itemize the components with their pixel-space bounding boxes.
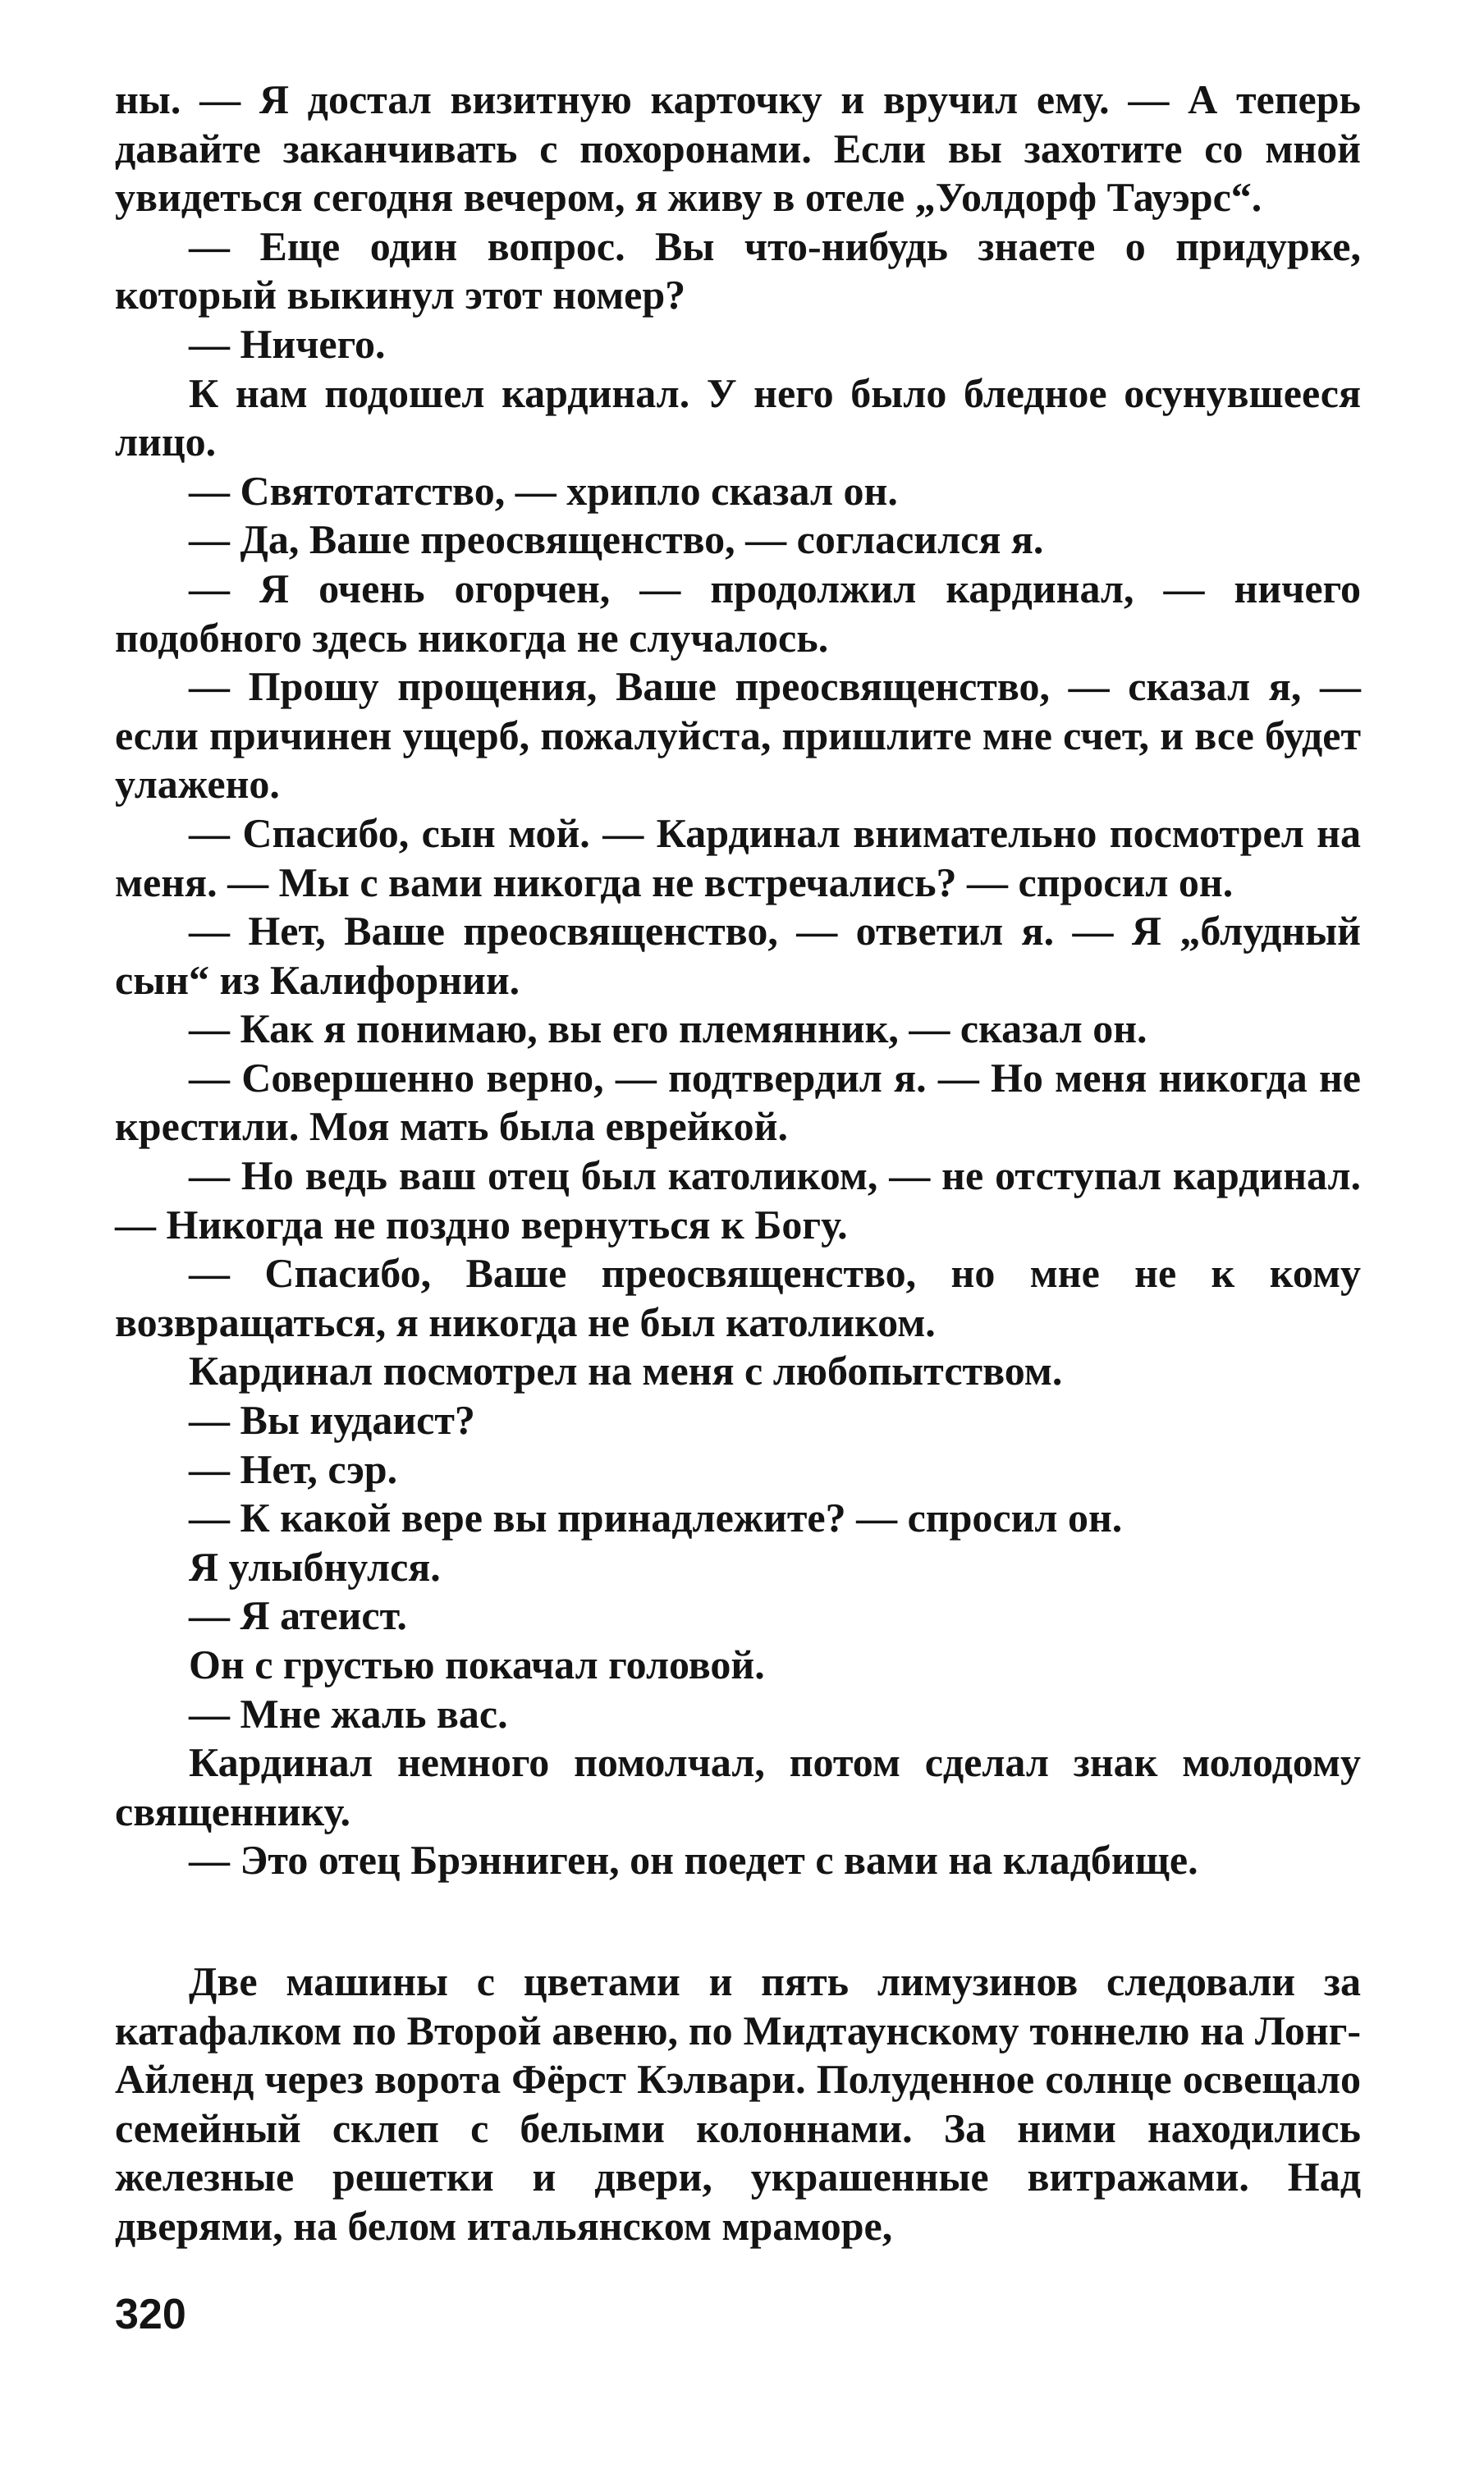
paragraph: — Я очень огорчен, — продолжил кардинал, — ничего подобного здесь никогда не случалось. — [115, 565, 1361, 661]
section-break — [115, 1885, 1361, 1957]
paragraph: — К какой вере вы принадлежите? — спросил он. — [189, 1495, 1123, 1541]
paragraph: — Прошу прощения, Ваше преосвященство, — сказал я, — если причинен ущерб, пожалуйста, пришлите мне счет, и все будет улажено. — [115, 663, 1361, 808]
paragraph: — Совершенно верно, — подтвердил я. — Но меня никогда не крестили. Моя мать была еврейкой. — [115, 1054, 1361, 1150]
paragraph: — Спасибо, сын мой. — Кардинал внимательно посмотрел на меня. — Мы с вами никогда не встречались? — спросил он. — [115, 809, 1361, 905]
paragraph: — Да, Ваше преосвященство, — согласился я. — [189, 516, 1044, 563]
page-number: 320 — [115, 2291, 186, 2338]
paragraph: — Еще один вопрос. Вы что-нибудь знаете о придурке, который выкинул этот номер? — [115, 222, 1361, 318]
paragraph: — Я атеист. — [189, 1592, 407, 1639]
paragraph: Он с грустью покачал головой. — [189, 1642, 765, 1687]
text-block-top — [115, 76, 1361, 1885]
paragraph: ны. — Я достал визитную карточку и вручил ему. — А теперь давайте заканчивать с похоронами. Если вы захотите со мной увидеться сегодня вечером, я живу в отеле „Уолдорф Тауэрс“. — [115, 76, 1361, 221]
paragraph: — Мне жаль вас. — [189, 1690, 508, 1737]
paragraph: — Но ведь ваш отец был католиком, — не отступал кардинал. — Никогда не поздно вернуться к Богу. — [115, 1152, 1361, 1248]
paragraph: — Святотатство, — хрипло сказал он. — [189, 467, 898, 514]
paragraph: — Нет, сэр. — [189, 1445, 398, 1492]
paragraph: — Это отец Брэнниген, он поедет с вами на кладбище. — [189, 1837, 1198, 1884]
paragraph: Я улыбнулся. — [189, 1543, 441, 1590]
page-body — [115, 76, 1361, 2251]
paragraph: — Ничего. — [189, 320, 386, 367]
text-block-bottom — [115, 1957, 1361, 2251]
paragraph: — Вы иудаист? — [189, 1397, 475, 1444]
paragraph: К нам подошел кардинал. У него было бледное осунувшееся лицо. — [115, 369, 1361, 465]
paragraph: Кардинал посмотрел на меня с любопытством. — [189, 1348, 1063, 1394]
paragraph: — Спасибо, Ваше преосвященство, но мне не к кому возвращаться, я никогда не был католиком. — [115, 1250, 1361, 1345]
paragraph: — Нет, Ваше преосвященство, — ответил я. — Я „блудный сын“ из Калифорнии. — [115, 908, 1361, 1003]
paragraph: Кардинал немного помолчал, потом сделал знак молодому священнику. — [115, 1739, 1361, 1834]
paragraph: Две машины с цветами и пять лимузинов следовали за катафалком по Второй авеню, по Мидтаунскому тоннелю на Лонг-Айленд через ворота Фёрст Кэлвари. Полуденное солнце освещало семейный склеп с белыми колоннами. За ними находились железные решетки и двери, украшенные витражами. Над дверями, на белом итальянском мраморе, — [115, 1957, 1361, 2249]
paragraph: — Как я понимаю, вы его племянник, — сказал он. — [189, 1005, 1147, 1052]
